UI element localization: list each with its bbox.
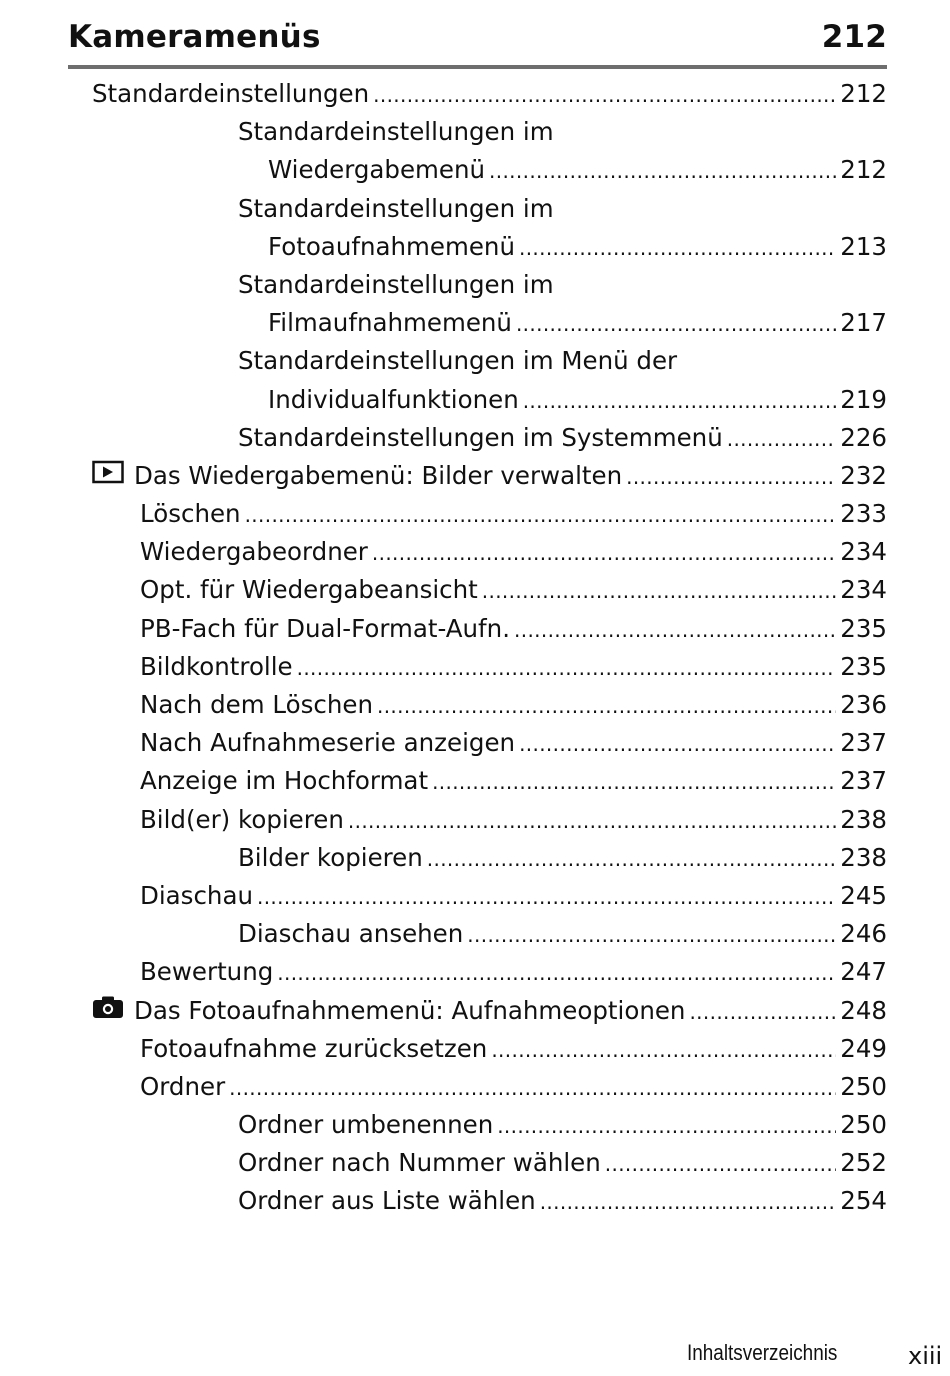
table-of-contents — [0, 75, 950, 1221]
toc-page-number: 246 — [840, 919, 887, 949]
toc-entry[interactable] — [0, 610, 950, 648]
toc-entry[interactable] — [0, 571, 950, 609]
toc-entry[interactable] — [0, 877, 950, 915]
toc-entry-text: Ordner nach Nummer wählen — [238, 1148, 601, 1178]
toc-entry-text: Bewertung — [140, 957, 274, 987]
leader-dots — [489, 152, 836, 190]
toc-entry-section[interactable] — [0, 992, 950, 1030]
toc-entry-text: Bildkontrolle — [140, 651, 293, 681]
toc-entry[interactable] — [0, 1106, 950, 1144]
toc-entry[interactable] — [0, 1144, 950, 1182]
chapter-title: Kameramenüs — [68, 19, 321, 55]
toc-entry[interactable] — [0, 648, 950, 686]
toc-entry-text-continued: Wiedergabemenü — [268, 155, 486, 185]
leader-dots — [377, 687, 836, 725]
playback-icon — [92, 460, 124, 484]
toc-entry-text: Nach dem Löschen — [140, 690, 373, 719]
toc-entry[interactable] — [0, 533, 950, 571]
toc-page-number: 252 — [840, 1148, 887, 1178]
leader-dots — [229, 1069, 836, 1107]
toc-entry[interactable] — [0, 1182, 950, 1220]
toc-page-number: 226 — [840, 422, 887, 452]
leader-dots — [514, 611, 836, 649]
toc-entry[interactable] — [0, 1030, 950, 1068]
toc-page-number: 247 — [840, 957, 887, 987]
toc-page-number: 237 — [840, 728, 887, 758]
toc-entry-text: Diaschau ansehen — [238, 919, 464, 949]
toc-entry-text: Das Fotoaufnahmemenü: Aufnahmeoptionen — [134, 995, 686, 1025]
footer-section-title: Inhaltsverzeichnis — [687, 1340, 838, 1365]
toc-page-number: 245 — [840, 880, 887, 910]
toc-entry-text: Opt. für Wiedergabeansicht — [140, 575, 478, 605]
toc-entry-text: Nach Aufnahmeserie anzeigen — [140, 728, 516, 758]
leader-dots — [348, 802, 836, 840]
leader-dots — [427, 840, 836, 878]
camera-icon — [92, 995, 124, 1019]
toc-entry-text: Standardeinstellungen im Menü der — [238, 346, 678, 376]
toc-page-number: 232 — [840, 460, 887, 490]
leader-dots — [689, 993, 836, 1031]
leader-dots — [257, 878, 836, 916]
toc-page-number: 213 — [840, 231, 887, 261]
toc-entry-text-continued: Filmaufnahmemenü — [268, 308, 512, 338]
leader-dots — [467, 916, 836, 954]
toc-entry[interactable] — [0, 1068, 950, 1106]
toc-entry-text-continued: Individualfunktionen — [268, 384, 519, 414]
toc-entry[interactable] — [0, 762, 950, 800]
leader-dots — [491, 1031, 836, 1069]
toc-page-number: 217 — [840, 308, 887, 338]
toc-entry[interactable] — [0, 686, 950, 724]
toc-page-number: 248 — [840, 995, 887, 1025]
toc-entry[interactable] — [0, 953, 950, 991]
toc-entry-text: Standardeinstellungen im — [238, 117, 554, 147]
leader-dots — [482, 572, 836, 610]
toc-entry[interactable] — [0, 495, 950, 533]
toc-page-number: 250 — [840, 1071, 887, 1101]
leader-dots — [497, 1107, 836, 1145]
toc-page-number: 233 — [840, 499, 887, 529]
toc-entry-text: PB-Fach für Dual-Format-Aufn. — [140, 613, 511, 643]
toc-page-number: 235 — [840, 613, 887, 643]
toc-page-number: 254 — [840, 1186, 887, 1216]
toc-page-number: 235 — [840, 651, 887, 681]
toc-entry[interactable] — [0, 75, 950, 113]
toc-page-number: 250 — [840, 1110, 887, 1140]
leader-dots — [297, 649, 837, 687]
toc-entry-text: Ordner aus Liste wählen — [238, 1186, 536, 1216]
toc-page-number: 219 — [840, 384, 887, 414]
toc-entry-section[interactable] — [0, 457, 950, 495]
toc-entry-text-continued: Fotoaufnahmemenü — [268, 231, 515, 261]
leader-dots — [432, 763, 836, 801]
toc-entry-text: Standardeinstellungen im — [238, 193, 554, 223]
leader-dots — [523, 382, 837, 420]
toc-entry-text: Bild(er) kopieren — [140, 804, 344, 834]
toc-entry-text: Standardeinstellungen im Systemmenü — [238, 422, 723, 452]
toc-page-number: 212 — [840, 155, 887, 185]
toc-entry[interactable] — [0, 342, 950, 418]
header-rule — [68, 65, 887, 69]
leader-dots — [727, 420, 836, 458]
toc-page-number: 212 — [840, 79, 887, 108]
toc-page-number: 236 — [840, 690, 887, 719]
toc-entry[interactable] — [0, 915, 950, 953]
leader-dots — [516, 305, 836, 343]
toc-page-number: 234 — [840, 537, 887, 567]
toc-entry-text: Bilder kopieren — [238, 842, 423, 872]
toc-entry-text: Wiedergabeordner — [140, 537, 368, 567]
leader-dots — [626, 458, 836, 496]
leader-dots — [519, 229, 836, 267]
toc-entry[interactable] — [0, 419, 950, 457]
toc-entry-text: Ordner umbenennen — [238, 1110, 494, 1140]
chapter-page-number: 212 — [821, 19, 887, 55]
toc-page-number: 234 — [840, 575, 887, 605]
toc-entry[interactable] — [0, 839, 950, 877]
toc-page-number: 237 — [840, 766, 887, 796]
toc-page-number: 249 — [840, 1033, 887, 1063]
toc-entry-text: Diaschau — [140, 880, 253, 910]
leader-dots — [373, 76, 836, 114]
toc-entry[interactable] — [0, 724, 950, 762]
toc-entry-text: Fotoaufnahme zurücksetzen — [140, 1033, 488, 1063]
toc-entry[interactable] — [0, 113, 950, 189]
page-footer — [0, 1340, 950, 1376]
leader-dots — [277, 954, 836, 992]
footer-page-number: xiii — [908, 1342, 943, 1370]
toc-entry-text: Anzeige im Hochformat — [140, 766, 429, 796]
leader-dots — [519, 725, 836, 763]
leader-dots — [605, 1145, 836, 1183]
page-header — [68, 14, 887, 60]
leader-dots — [540, 1183, 837, 1221]
leader-dots — [245, 496, 837, 534]
toc-entry[interactable] — [0, 190, 950, 266]
toc-entry-text: Löschen — [140, 499, 241, 529]
toc-page-number: 238 — [840, 842, 887, 872]
leader-dots — [372, 534, 836, 572]
toc-entry-text: Das Wiedergabemenü: Bilder verwalten — [134, 460, 623, 490]
toc-entry[interactable] — [0, 266, 950, 342]
toc-entry-text: Ordner — [140, 1071, 226, 1101]
toc-entry-text: Standardeinstellungen — [92, 79, 370, 108]
toc-page-number: 238 — [840, 804, 887, 834]
toc-entry[interactable] — [0, 801, 950, 839]
toc-entry-text: Standardeinstellungen im — [238, 269, 554, 299]
